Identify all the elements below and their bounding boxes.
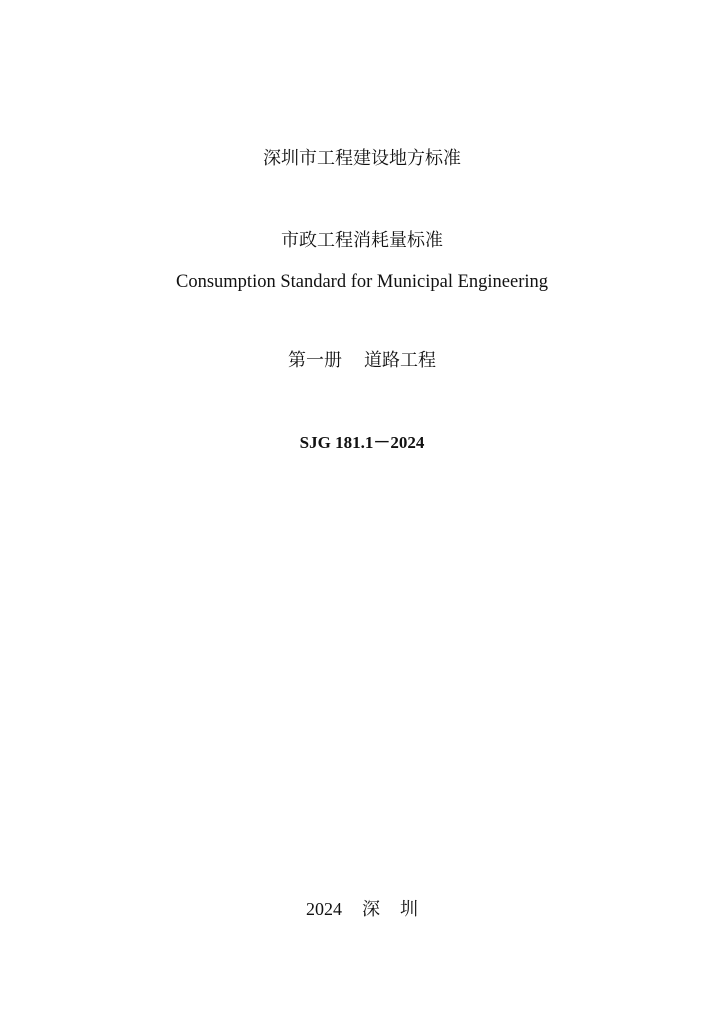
volume-name: 道路工程 bbox=[364, 350, 436, 371]
document-title-chinese: 市政工程消耗量标准 bbox=[281, 230, 443, 251]
standard-code: SJG 181.1－2024 bbox=[299, 433, 425, 452]
publication-footer bbox=[0, 900, 724, 919]
document-title-english: Consumption Standard for Municipal Engineering bbox=[176, 272, 548, 292]
publication-city-char-1: 深 bbox=[362, 899, 380, 920]
volume-heading bbox=[0, 352, 724, 370]
publication-city-char-2: 圳 bbox=[400, 899, 418, 920]
standard-series-heading: 深圳市工程建设地方标准 bbox=[263, 148, 461, 169]
publication-year: 2024 bbox=[306, 899, 342, 919]
volume-number: 第一册 bbox=[288, 350, 342, 371]
